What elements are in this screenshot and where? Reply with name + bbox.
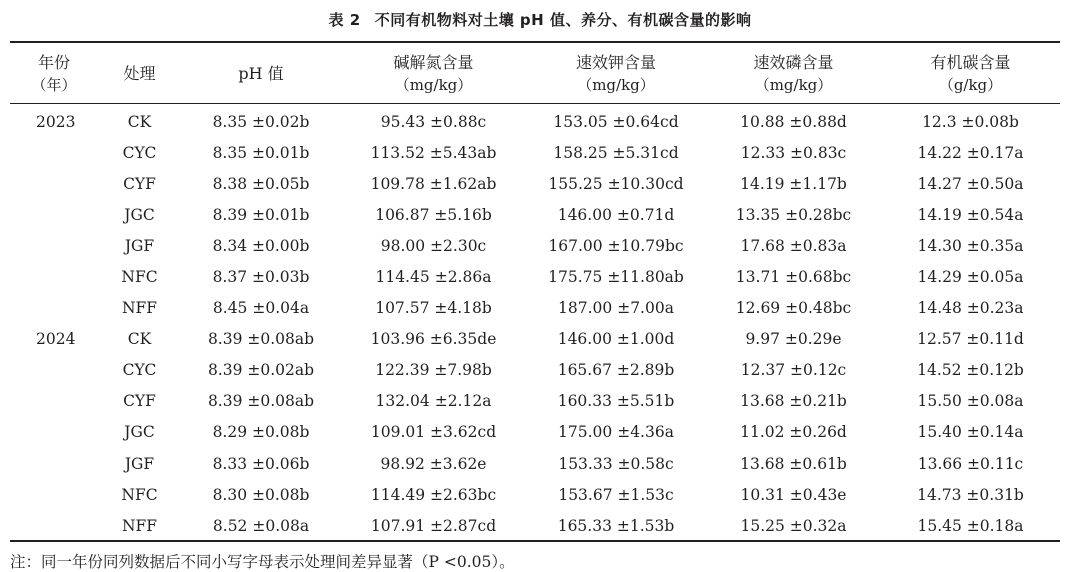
cell-available-k: 153.33 ±0.58c: [558, 454, 674, 473]
table-note: 注：同一年份同列数据后不同小写字母表示处理间差异显著（P <0.05）。: [10, 553, 515, 571]
cell-available-p: 13.68 ±0.21b: [740, 392, 847, 411]
header-year: 年份 （年）: [31, 52, 77, 94]
cell-treatment: CYF: [123, 174, 156, 193]
table-title: [0, 9, 1080, 30]
cell-organic-c: 15.45 ±0.18a: [917, 516, 1024, 535]
cell-alkali-n: 122.39 ±7.98b: [375, 361, 492, 380]
header-treatment: 处理: [123, 64, 156, 83]
cell-alkali-n: 114.49 ±2.63bc: [370, 485, 497, 504]
cell-treatment: CYF: [123, 392, 156, 411]
table-row: [10, 448, 1060, 479]
cell-ph: 8.39 ±0.02ab: [207, 361, 315, 380]
cell-alkali-n: 103.96 ±6.35de: [370, 330, 497, 349]
cell-ph: 8.52 ±0.08a: [212, 516, 310, 535]
table-body: [10, 106, 1060, 541]
cell-alkali-n: 98.92 ±3.62e: [380, 454, 487, 473]
cell-treatment: NFC: [121, 268, 158, 287]
cell-available-k: 153.05 ±0.64cd: [553, 112, 679, 131]
cell-year: [10, 199, 98, 230]
cell-organic-c: 14.19 ±0.54a: [917, 205, 1024, 224]
cell-ph: 8.38 ±0.05b: [212, 174, 310, 193]
cell-available-k: 175.75 ±11.80ab: [548, 268, 684, 287]
cell-organic-c: 14.29 ±0.05a: [917, 268, 1024, 287]
cell-alkali-n: 114.45 ±2.86a: [375, 268, 492, 287]
table-row: [10, 324, 1060, 355]
table-row: [10, 355, 1060, 386]
cell-year: [10, 137, 98, 168]
cell-alkali-n: 109.78 ±1.62ab: [370, 174, 497, 193]
cell-available-k: 155.25 ±10.30cd: [548, 174, 684, 193]
cell-organic-c: 14.73 ±0.31b: [917, 485, 1024, 504]
cell-available-k: 187.00 ±7.00a: [558, 299, 674, 318]
cell-treatment: CK: [127, 330, 152, 349]
cell-organic-c: 14.22 ±0.17a: [917, 143, 1024, 162]
table-row: [10, 168, 1060, 199]
cell-treatment: JGF: [124, 236, 155, 255]
table-label: 表 2: [328, 11, 361, 29]
table-row: [10, 510, 1060, 541]
cell-available-p: 12.33 ±0.83c: [740, 143, 847, 162]
cell-year: [10, 417, 98, 448]
table-caption: 不同有机物料对土壤 pH 值、养分、有机碳含量的影响: [374, 11, 752, 29]
cell-treatment: NFF: [121, 299, 158, 318]
cell-alkali-n: 107.91 ±2.87cd: [370, 516, 497, 535]
cell-ph: 8.37 ±0.03b: [212, 268, 310, 287]
cell-treatment: CYC: [122, 361, 157, 380]
cell-year: [10, 230, 98, 261]
cell-available-p: 10.31 ±0.43e: [740, 485, 847, 504]
cell-available-p: 13.68 ±0.61b: [740, 454, 847, 473]
cell-treatment: JGF: [124, 454, 155, 473]
cell-available-p: 10.88 ±0.88d: [740, 112, 847, 131]
cell-ph: 8.29 ±0.08b: [212, 423, 310, 442]
cell-alkali-n: 106.87 ±5.16b: [375, 205, 492, 224]
cell-year: [10, 510, 98, 541]
cell-alkali-n: 132.04 ±2.12a: [375, 392, 492, 411]
table-row: [10, 230, 1060, 261]
cell-organic-c: 14.27 ±0.50a: [917, 174, 1024, 193]
top-rule: [10, 41, 1060, 43]
header-ph: pH 值: [238, 64, 284, 83]
table-row: [10, 261, 1060, 292]
cell-available-k: 158.25 ±5.31cd: [553, 143, 679, 162]
cell-year: [10, 261, 98, 292]
cell-year: [10, 168, 98, 199]
cell-available-p: 12.69 ±0.48bc: [735, 299, 852, 318]
bottom-rule: [10, 540, 1060, 542]
table-row: [10, 417, 1060, 448]
cell-ph: 8.45 ±0.04a: [212, 299, 310, 318]
table-row: [10, 386, 1060, 417]
header-organic-c: 有机碳含量 （g/kg）: [930, 52, 1011, 94]
header-alkali-n: 碱解氮含量 （mg/kg）: [393, 52, 474, 94]
cell-alkali-n: 107.57 ±4.18b: [375, 299, 492, 318]
cell-ph: 8.39 ±0.01b: [212, 205, 310, 224]
cell-available-k: 153.67 ±1.53c: [558, 485, 674, 504]
cell-year: [10, 355, 98, 386]
cell-treatment: CK: [127, 112, 152, 131]
cell-treatment: JGC: [124, 205, 155, 224]
table-row: [10, 479, 1060, 510]
cell-available-p: 14.19 ±1.17b: [740, 174, 847, 193]
cell-year: [10, 386, 98, 417]
cell-available-p: 15.25 ±0.32a: [740, 516, 847, 535]
cell-alkali-n: 98.00 ±2.30c: [380, 236, 487, 255]
cell-ph: 8.35 ±0.01b: [212, 143, 310, 162]
cell-treatment: NFF: [121, 516, 158, 535]
cell-treatment: CYC: [122, 143, 157, 162]
cell-ph: 8.30 ±0.08b: [212, 485, 310, 504]
cell-alkali-n: 109.01 ±3.62cd: [370, 423, 497, 442]
cell-available-p: 17.68 ±0.83a: [740, 236, 847, 255]
table-row: [10, 106, 1060, 137]
cell-organic-c: 15.50 ±0.08a: [917, 392, 1024, 411]
cell-ph: 8.34 ±0.00b: [212, 236, 310, 255]
cell-organic-c: 12.3 ±0.08b: [922, 112, 1019, 131]
cell-year: [10, 293, 98, 324]
cell-available-p: 9.97 ±0.29e: [745, 330, 842, 349]
cell-organic-c: 15.40 ±0.14a: [917, 423, 1024, 442]
table-row: [10, 199, 1060, 230]
cell-available-p: 12.37 ±0.12c: [740, 361, 847, 380]
cell-available-k: 165.67 ±2.89b: [557, 361, 675, 380]
cell-alkali-n: 95.43 ±0.88c: [380, 112, 487, 131]
table-row: [10, 137, 1060, 168]
cell-available-p: 13.71 ±0.68bc: [735, 268, 852, 287]
header-available-k: 速效钾含量 （mg/kg）: [575, 52, 656, 94]
cell-ph: 8.39 ±0.08ab: [207, 330, 315, 349]
cell-available-k: 165.33 ±1.53b: [557, 516, 675, 535]
cell-year: 2024: [36, 330, 76, 349]
cell-available-p: 13.35 ±0.28bc: [735, 205, 852, 224]
cell-ph: 8.39 ±0.08ab: [207, 392, 315, 411]
cell-year: 2023: [36, 112, 76, 131]
cell-organic-c: 14.48 ±0.23a: [917, 299, 1024, 318]
cell-year: [10, 448, 98, 479]
cell-available-k: 146.00 ±0.71d: [557, 205, 675, 224]
header-available-p: 速效磷含量 （mg/kg）: [753, 52, 834, 94]
header-rule: [10, 103, 1060, 104]
cell-alkali-n: 113.52 ±5.43ab: [370, 143, 497, 162]
cell-available-p: 11.02 ±0.26d: [740, 423, 847, 442]
cell-organic-c: 14.52 ±0.12b: [917, 361, 1024, 380]
cell-available-k: 146.00 ±1.00d: [557, 330, 675, 349]
cell-treatment: JGC: [124, 423, 155, 442]
cell-available-k: 167.00 ±10.79bc: [548, 236, 684, 255]
cell-available-k: 160.33 ±5.51b: [557, 392, 675, 411]
table-row: [10, 293, 1060, 324]
cell-ph: 8.33 ±0.06b: [212, 454, 310, 473]
cell-available-k: 175.00 ±4.36a: [558, 423, 674, 442]
cell-treatment: NFC: [121, 485, 158, 504]
cell-year: [10, 479, 98, 510]
cell-ph: 8.35 ±0.02b: [212, 112, 310, 131]
cell-organic-c: 14.30 ±0.35a: [917, 236, 1024, 255]
cell-organic-c: 12.57 ±0.11d: [917, 330, 1024, 349]
table-header: [10, 45, 1060, 102]
cell-organic-c: 13.66 ±0.11c: [917, 454, 1024, 473]
